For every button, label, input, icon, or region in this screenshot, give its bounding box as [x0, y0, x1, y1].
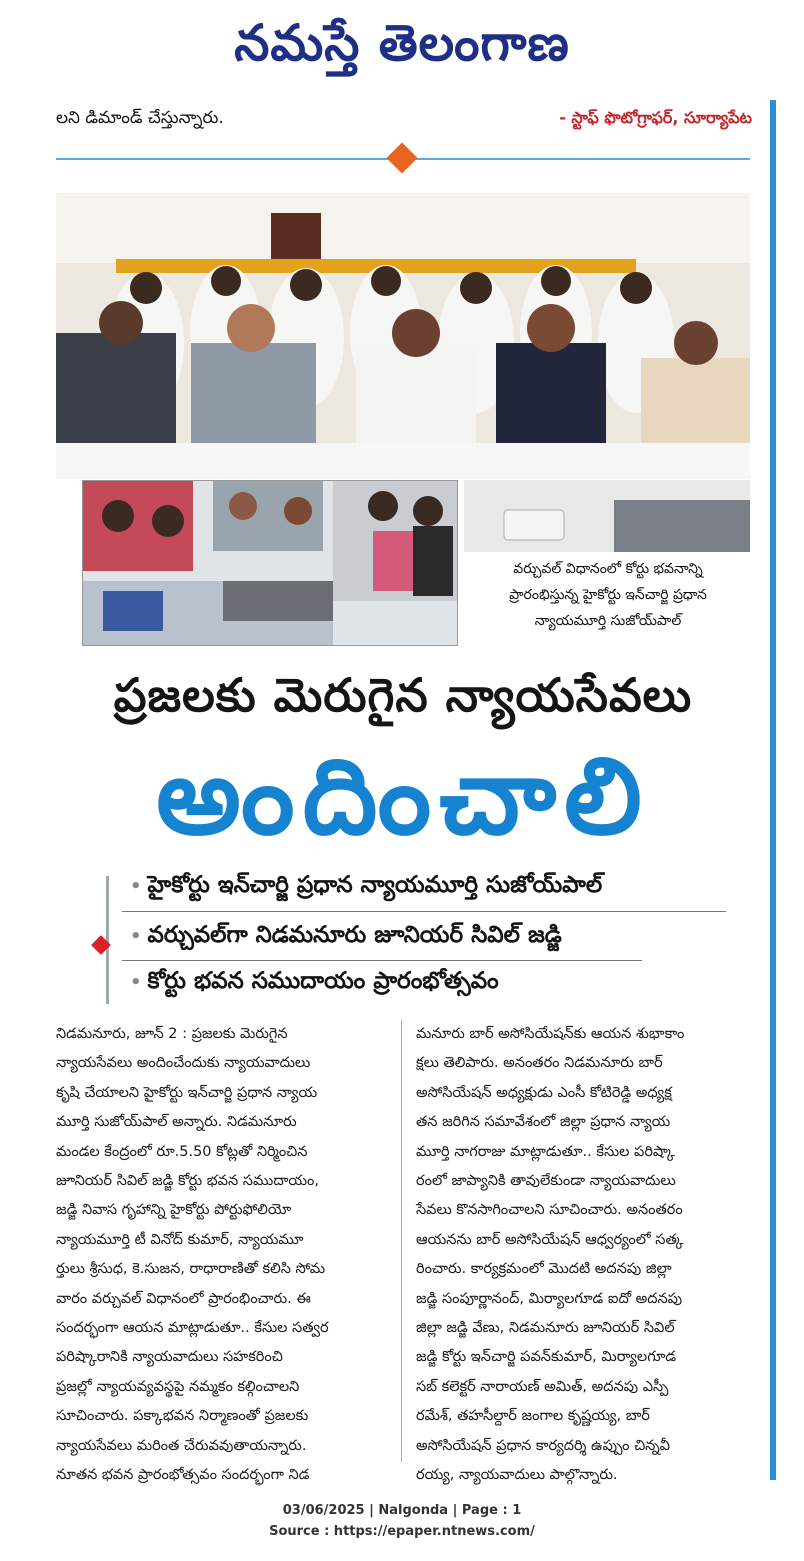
body-line: మూర్తి సుజోయ్‌పాల్ అన్నారు. నిడమనూరు	[56, 1114, 297, 1131]
body-line: రంలో జాప్యానికి తావులేకుండా న్యాయవాదులు	[416, 1173, 676, 1190]
bullet-text: హైకోర్టు ఇన్‌చార్జి ప్రధాన న్యాయమూర్తి సుజోయ్‌పాల్	[147, 872, 603, 898]
body-line: రించారు. కార్యక్రమంలో మొదటి అదనపు జిల్లా	[416, 1261, 672, 1278]
right-column-rule	[770, 100, 776, 1480]
headline: ప్రజలకు మెరుగైన న్యాయసేవలు	[113, 668, 693, 722]
caption-line: న్యాయమూర్తి సుజోయ్‌పాల్	[534, 613, 682, 629]
body-line: పరిష్కారానికి న్యాయవాదులు సహకరించి	[56, 1349, 283, 1366]
bullet-rule	[122, 960, 642, 961]
bullet-item	[130, 968, 499, 1000]
main-photo	[56, 193, 750, 479]
body-line: రమేశ్, తహసీల్దార్ జంగాల కృష్ణయ్య, బార్	[416, 1408, 650, 1425]
bullet-item	[130, 922, 562, 954]
caption-line: ప్రారంభిస్తున్న హైకోర్టు ఇన్‌చార్జి ప్రధాన	[509, 587, 707, 603]
body-line: కృషి చేయాలని హైకోర్టు ఇన్‌చార్జి ప్రధాన న్యాయ	[56, 1084, 318, 1101]
masthead	[0, 4, 804, 82]
bullet-rule	[122, 911, 726, 912]
photo-caption	[470, 556, 746, 634]
body-line: రయ్య, న్యాయవాదులు పాల్గొన్నారు.	[416, 1467, 618, 1484]
body-line: తన జరిగిన సమావేశంలో జిల్లా ప్రధాన న్యాయ	[416, 1114, 671, 1131]
inset-photo	[82, 480, 458, 646]
body-line: మండల కేంద్రంలో రూ.5.50 కోట్లతో నిర్మించిన	[56, 1143, 308, 1160]
body-line: జూనియర్ సివిల్ జడ్జి కోర్టు భవన సముదాయం,	[56, 1173, 320, 1190]
bullet-dot-icon: •	[130, 876, 142, 897]
body-line: న్యాయసేవలు మరింత చేరువవుతాయన్నారు.	[56, 1437, 307, 1454]
body-line: సూచించారు. పక్కాభవన నిర్మాణంతో ప్రజలకు	[56, 1408, 309, 1425]
body-line: వారం వర్చువల్ విధానంలో ప్రారంభించారు. ఈ	[56, 1290, 311, 1307]
page-footer	[0, 1500, 804, 1542]
bullet-dot-icon: •	[130, 926, 142, 947]
body-line: సబ్ కలెక్టర్ నారాయణ్ అమిత్, అదనపు ఎస్పీ	[416, 1378, 669, 1395]
body-line: జడ్జి నివాస గృహాన్ని హైకోర్టు పోర్టుఫోలియో	[56, 1202, 292, 1219]
body-line: ఆయనను బార్ అసోసియేషన్ ఆధ్వర్యంలో సత్క	[416, 1231, 684, 1248]
body-line: జడ్జి కోర్టు ఇన్‌చార్జి పవన్‌కుమార్, మిర్యాలగూడ	[416, 1349, 677, 1366]
body-line: జడ్జి సంపూర్ణానంద్, మిర్యాలగూడ ఐదో అదనపు	[416, 1290, 683, 1307]
body-line: మనూరు బార్ అసోసియేషన్‌కు ఆయన శుభాకాం	[416, 1026, 685, 1042]
body-line: సేవలు కొనసాగించాలని సూచించారు. అనంతరం	[416, 1202, 683, 1219]
caption-line: వర్చువల్ విధానంలో కోర్టు భవనాన్ని	[513, 561, 703, 577]
body-line: మూర్తి నాగరాజు మాట్లాడుతూ.. కేసుల పరిష్కా	[416, 1143, 675, 1160]
column-rule	[401, 1020, 402, 1462]
headline-big-word: అందించాలి	[156, 735, 650, 858]
article-column-left	[56, 1020, 392, 1491]
divider-diamond-icon	[386, 142, 417, 173]
body-line: నిడమనూరు, జూన్ 2 : ప్రజలకు మెరుగైన	[56, 1026, 288, 1042]
photo-credit: - స్టాఫ్ ఫొటోగ్రాఫర్, సూర్యాపేట	[559, 108, 752, 127]
body-line: ర్తులు శ్రీసుధ, కె.సుజన, రాధారాణితో కలిసి సోమ	[56, 1261, 326, 1278]
body-line: న్యాయమూర్తి టీ వినోద్ కుమార్, న్యాయమూ	[56, 1231, 304, 1248]
newspaper-title: నమస్తే తెలంగాణ	[234, 13, 570, 72]
body-line: నూతన భవన ప్రారంభోత్సవం సందర్భంగా నిడ	[56, 1467, 310, 1484]
bullet-text: వర్చువల్‌గా నిడమనూరు జూనియర్ సివిల్ జడ్జి	[147, 922, 562, 948]
article-column-right	[416, 1020, 752, 1491]
footer-source-link[interactable]: Source : https://epaper.ntnews.com/	[269, 1524, 535, 1539]
lead-text: లని డిమాండ్ చేస్తున్నారు.	[56, 108, 224, 128]
body-line: అసోసియేషన్ ప్రధాన కార్యదర్శి ఉప్పుం చిన్నవీ	[416, 1437, 670, 1454]
photo-corner-equipment	[464, 480, 750, 552]
body-line: అసోసియేషన్ అధ్యక్షుడు ఎంసీ కోటిరెడ్డి అధ్యక్ష	[416, 1084, 672, 1101]
footer-date-edition: 03/06/2025 | Nalgonda | Page : 1	[282, 1503, 522, 1518]
bullet-dot-icon: •	[130, 972, 142, 993]
body-line: న్యాయసేవలు అందించేందుకు న్యాయవాదులు	[56, 1055, 311, 1072]
body-line: ప్రజల్లో న్యాయవ్యవస్థపై నమ్మకం కల్గించాలని	[56, 1378, 300, 1395]
body-line: క్షలు తెలిపారు. అనంతరం నిడమనూరు బార్	[416, 1055, 663, 1072]
body-line: జిల్లా జడ్జి వేణు, నిడమనూరు జూనియర్ సివిల్	[416, 1320, 675, 1337]
body-line: సందర్భంగా ఆయన మాట్లాడుతూ.. కేసుల సత్వర	[56, 1320, 329, 1337]
bullet-item	[130, 872, 602, 904]
bullet-text: కోర్టు భవన సముదాయం ప్రారంభోత్సవం	[147, 968, 499, 994]
